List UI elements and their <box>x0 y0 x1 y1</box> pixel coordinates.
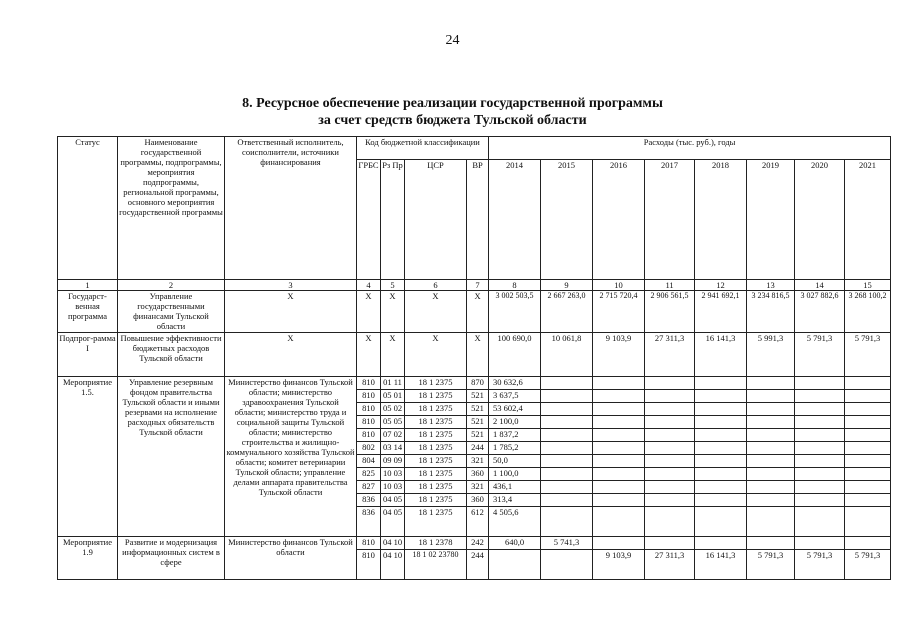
line-2014: 436,1 <box>489 481 541 494</box>
row-name: Управление резервным фондом правительства Тульской области и иными резервами на исполнение расходных обязательств Тульской области <box>118 377 225 537</box>
line-2021: 5 791,3 <box>845 550 891 580</box>
line-grbs: 825 <box>357 468 381 481</box>
line-rzpr: 05 01 <box>381 390 405 403</box>
line-vr: 244 <box>467 550 489 580</box>
value-2019: 5 991,3 <box>747 333 795 377</box>
value-2019: 3 234 816,5 <box>747 291 795 333</box>
table-row-measure-1-9 <box>58 537 891 550</box>
header-status: Статус <box>58 137 118 280</box>
value-2018: 16 141,3 <box>695 333 747 377</box>
row-csr: X <box>405 333 467 377</box>
row-grbs: X <box>357 291 381 333</box>
value-2020: 5 791,3 <box>795 333 845 377</box>
line-grbs: 810 <box>357 377 381 390</box>
line-csr: 18 1 2375 <box>405 403 467 416</box>
budget-table <box>57 136 891 580</box>
header-year-2019: 2019 <box>747 160 795 280</box>
line-rzpr: 05 05 <box>381 416 405 429</box>
line-vr: 360 <box>467 468 489 481</box>
line-vr: 521 <box>467 416 489 429</box>
line-rzpr: 07 02 <box>381 429 405 442</box>
value-2014: 100 690,0 <box>489 333 541 377</box>
page-number: 24 <box>445 33 460 48</box>
line-vr: 521 <box>467 390 489 403</box>
line-vr: 360 <box>467 494 489 507</box>
table-row-measure-1-5 <box>58 377 891 390</box>
line-2017: 27 311,3 <box>645 550 695 580</box>
line-2014: 50,0 <box>489 455 541 468</box>
value-2021: 3 268 100,2 <box>845 291 891 333</box>
row-status: Мероприятие 1.5. <box>58 377 118 537</box>
header-rzpr: Рз Пр <box>381 160 405 280</box>
line-grbs: 802 <box>357 442 381 455</box>
col-num: 4 <box>357 280 381 291</box>
line-csr: 18 1 2375 <box>405 455 467 468</box>
line-rzpr: 04 05 <box>381 507 405 537</box>
value-2016: 2 715 720,4 <box>593 291 645 333</box>
row-executor: X <box>225 333 357 377</box>
line-rzpr: 03 14 <box>381 442 405 455</box>
line-rzpr: 04 10 <box>381 537 405 550</box>
row-executor: X <box>225 291 357 333</box>
value-2014: 3 002 503,5 <box>489 291 541 333</box>
line-rzpr: 10 03 <box>381 468 405 481</box>
col-num: 2 <box>118 280 225 291</box>
line-2019: 5 791,3 <box>747 550 795 580</box>
row-csr: X <box>405 291 467 333</box>
line-csr: 18 1 2375 <box>405 390 467 403</box>
row-executor: Министерство финансов Тульской области <box>225 537 357 580</box>
col-num: 7 <box>467 280 489 291</box>
header-executor: Ответственный исполнитель, соисполнители, источники финансирования <box>225 137 357 280</box>
line-grbs: 810 <box>357 550 381 580</box>
line-csr: 18 1 2375 <box>405 494 467 507</box>
line-csr: 18 1 2375 <box>405 481 467 494</box>
col-num: 8 <box>489 280 541 291</box>
header-row-1 <box>58 137 891 160</box>
line-grbs: 827 <box>357 481 381 494</box>
line-2014: 30 632,6 <box>489 377 541 390</box>
row-vr: X <box>467 333 489 377</box>
line-2014: 3 637,5 <box>489 390 541 403</box>
col-num: 1 <box>58 280 118 291</box>
line-csr: 18 1 2375 <box>405 429 467 442</box>
row-status: Государст-венная программа <box>58 291 118 333</box>
line-2015: 5 741,3 <box>541 537 593 550</box>
col-num: 13 <box>747 280 795 291</box>
line-csr: 18 1 2375 <box>405 507 467 537</box>
line-2014: 2 100,0 <box>489 416 541 429</box>
header-year-2017: 2017 <box>645 160 695 280</box>
row-grbs: X <box>357 333 381 377</box>
header-csr: ЦСР <box>405 160 467 280</box>
title-line-2: за счет средств бюджета Тульской области <box>318 113 587 128</box>
row-name: Повышение эффективности бюджетных расходов Тульской области <box>118 333 225 377</box>
col-num: 12 <box>695 280 747 291</box>
value-2015: 10 061,8 <box>541 333 593 377</box>
col-num: 10 <box>593 280 645 291</box>
header-year-2016: 2016 <box>593 160 645 280</box>
header-budget-code: Код бюджетной классификации <box>357 137 489 160</box>
line-csr: 18 1 2375 <box>405 416 467 429</box>
row-vr: X <box>467 291 489 333</box>
line-grbs: 810 <box>357 416 381 429</box>
line-csr: 18 1 2375 <box>405 468 467 481</box>
value-2018: 2 941 692,1 <box>695 291 747 333</box>
line-vr: 521 <box>467 403 489 416</box>
line-2014: 4 505,6 <box>489 507 541 537</box>
line-vr: 321 <box>467 481 489 494</box>
line-csr: 18 1 02 23780 <box>405 550 467 580</box>
header-name: Наименование государственной программы, подпрограммы, мероприятия подпрограммы, региональной программы, основного мероприятия государственной программы <box>118 137 225 280</box>
line-grbs: 810 <box>357 403 381 416</box>
line-rzpr: 04 05 <box>381 494 405 507</box>
row-rzpr: X <box>381 333 405 377</box>
col-num: 9 <box>541 280 593 291</box>
line-rzpr: 09 09 <box>381 455 405 468</box>
row-status: Мероприятие 1.9 <box>58 537 118 580</box>
table-row-state-program <box>58 291 891 333</box>
line-vr: 521 <box>467 429 489 442</box>
line-rzpr: 01 11 <box>381 377 405 390</box>
col-num: 14 <box>795 280 845 291</box>
line-csr: 18 1 2375 <box>405 442 467 455</box>
line-rzpr: 10 03 <box>381 481 405 494</box>
line-vr: 870 <box>467 377 489 390</box>
line-vr: 244 <box>467 442 489 455</box>
value-2016: 9 103,9 <box>593 333 645 377</box>
value-2017: 2 906 561,5 <box>645 291 695 333</box>
value-2017: 27 311,3 <box>645 333 695 377</box>
line-grbs: 804 <box>357 455 381 468</box>
line-2014: 640,0 <box>489 537 541 550</box>
header-grbs: ГРБС <box>357 160 381 280</box>
header-year-2014: 2014 <box>489 160 541 280</box>
line-grbs: 810 <box>357 537 381 550</box>
line-grbs: 836 <box>357 494 381 507</box>
line-vr: 242 <box>467 537 489 550</box>
col-num: 5 <box>381 280 405 291</box>
title-line-1: 8. Ресурсное обеспечение реализации государственной программы <box>242 96 663 111</box>
col-num: 3 <box>225 280 357 291</box>
line-csr: 18 1 2375 <box>405 377 467 390</box>
header-expenses: Расходы (тыс. руб.), годы <box>489 137 891 160</box>
col-num: 6 <box>405 280 467 291</box>
header-vr: ВР <box>467 160 489 280</box>
col-num: 11 <box>645 280 695 291</box>
table-row-subprogram <box>58 333 891 377</box>
section-title <box>0 95 905 129</box>
line-2018: 16 141,3 <box>695 550 747 580</box>
line-2014: 1 100,0 <box>489 468 541 481</box>
line-csr: 18 1 2378 <box>405 537 467 550</box>
header-year-2020: 2020 <box>795 160 845 280</box>
value-2015: 2 667 263,0 <box>541 291 593 333</box>
row-name: Развитие и модернизация информационных систем в сфере <box>118 537 225 580</box>
line-2014: 1 837,2 <box>489 429 541 442</box>
col-num: 15 <box>845 280 891 291</box>
header-year-2015: 2015 <box>541 160 593 280</box>
row-executor: Министерство финансов Тульской области; министерство здравоохранения Тульской области; министерство труда и социальной защиты Тульской области; министерство строительства и жилищно-коммунального хозяйства Тульской области; комитет ветеринарии Тульской области; управление делами аппарата правительства Тульской области <box>225 377 357 537</box>
line-rzpr: 05 02 <box>381 403 405 416</box>
line-grbs: 836 <box>357 507 381 537</box>
line-2020: 5 791,3 <box>795 550 845 580</box>
line-2014: 313,4 <box>489 494 541 507</box>
line-vr: 612 <box>467 507 489 537</box>
row-name: Управление государственными финансами Тульской области <box>118 291 225 333</box>
line-2014: 1 785,2 <box>489 442 541 455</box>
row-status: Подпрог-рамма I <box>58 333 118 377</box>
header-year-2021: 2021 <box>845 160 891 280</box>
line-vr: 321 <box>467 455 489 468</box>
row-rzpr: X <box>381 291 405 333</box>
value-2021: 5 791,3 <box>845 333 891 377</box>
column-number-row <box>58 280 891 291</box>
value-2020: 3 027 882,6 <box>795 291 845 333</box>
line-2014: 53 602,4 <box>489 403 541 416</box>
line-2016: 9 103,9 <box>593 550 645 580</box>
line-rzpr: 04 10 <box>381 550 405 580</box>
line-grbs: 810 <box>357 390 381 403</box>
header-year-2018: 2018 <box>695 160 747 280</box>
line-grbs: 810 <box>357 429 381 442</box>
